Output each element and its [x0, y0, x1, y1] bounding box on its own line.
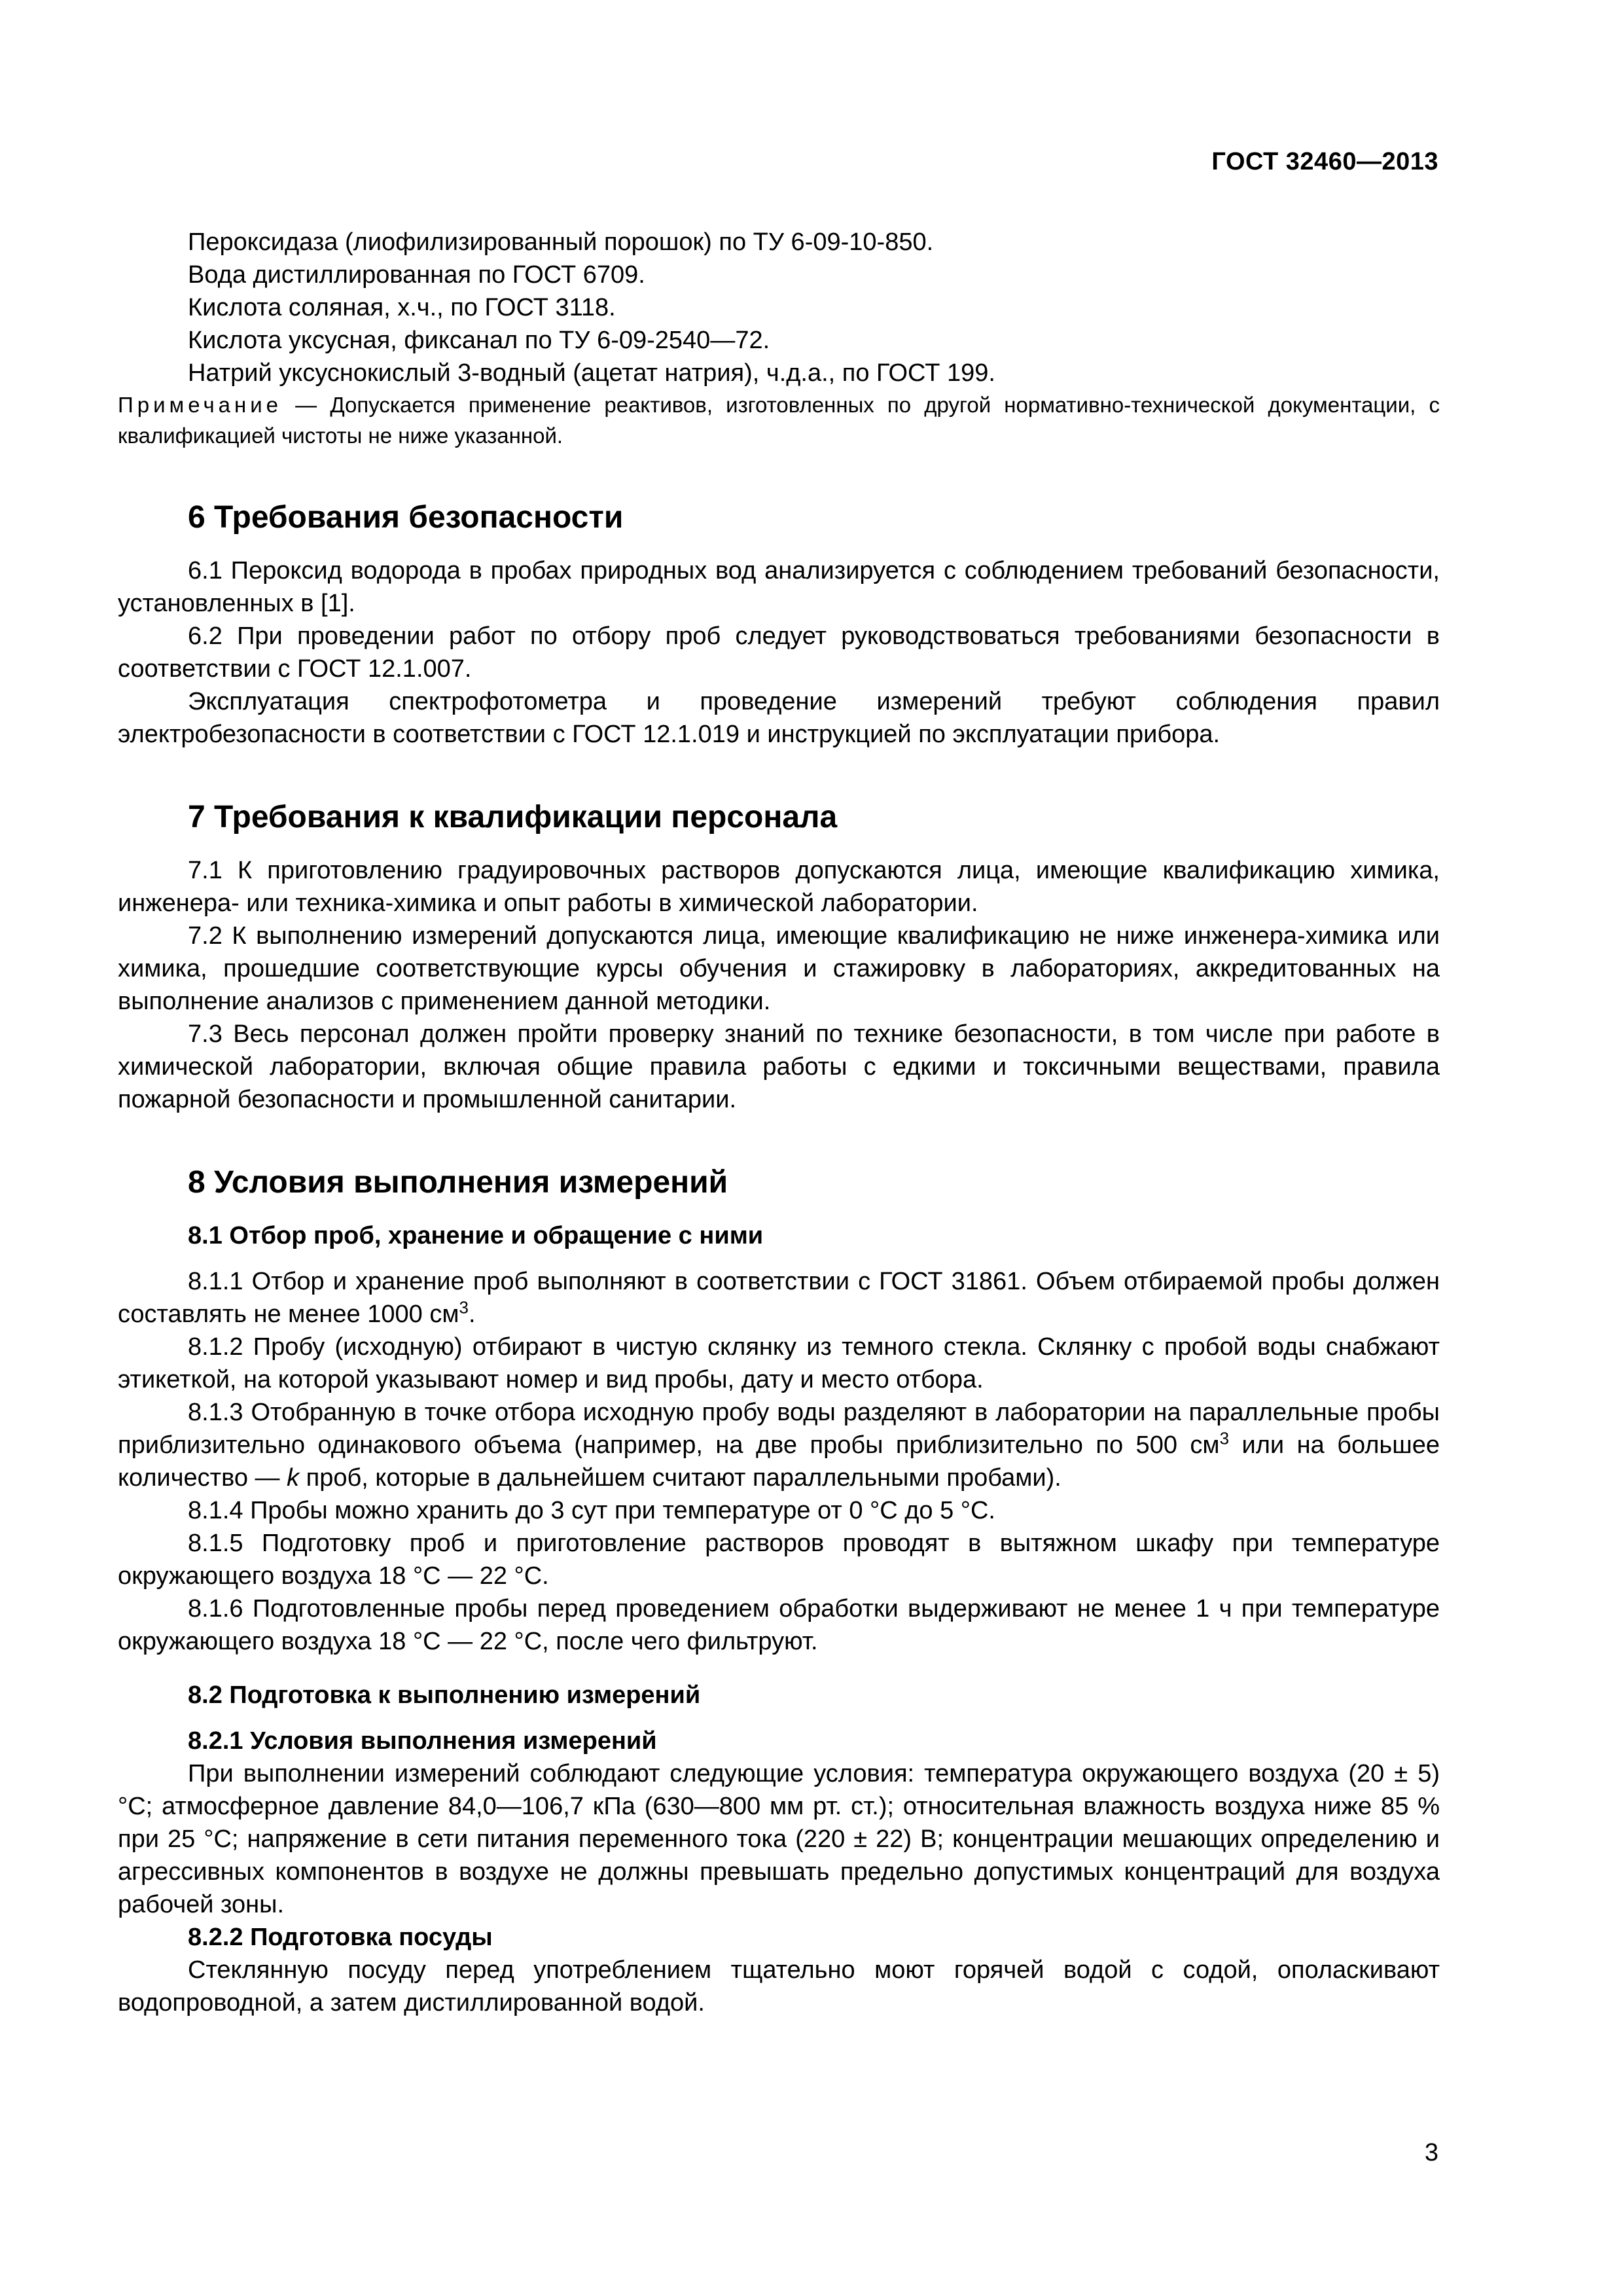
paragraph-8-2-1: При выполнении измерений соблюдают следующие условия: температура окружающего воздуха (20 ± 5) °С; атмосферное давление 84,0—106,7 кПа (630—800 мм рт. ст.); относительная влажность воздуха ниже 85 % при 25 °С; напряжение в сети питания переменного тока (220 ± 22) В; концентрации мешающих определению и агрессивных компонентов в воздухе не должны превышать предельно допустимых концентраций для воздуха рабочей зоны.: [118, 1760, 1440, 1918]
section-7-heading: 7 Требования к квалификации персонала: [188, 800, 838, 834]
list-item: Кислота соляная, х.ч., по ГОСТ 3118.: [188, 294, 616, 321]
page-number: 3: [1424, 2139, 1438, 2166]
list-item: Кислота уксусная, фиксанал по ТУ 6-09-2540—72.: [188, 327, 770, 354]
note-text: — Допускается применение реактивов, изготовленных по другой нормативно-технической документации, с квалификацией чистоты не ниже указанной.: [118, 393, 1440, 448]
paragraph-6-1: 6.1 Пероксид водорода в пробах природных вод анализируется с соблюдением требований безопасности, установленных в [1].: [118, 557, 1440, 617]
paragraph-8-1-1: 8.1.1 Отбор и хранение проб выполняют в соответствии с ГОСТ 31861. Объем отбираемой пробы должен составлять не менее 1000 $см^3$.: [118, 1268, 1440, 1328]
paragraph-8-1-3: 8.1.3 Отобранную в точке отбора исходную пробу воды разделяют в лаборатории на параллельные пробы приблизительно одинакового объема (например, на две пробы приблизительно по 500 $см^3$ или на большее количество — k проб, которые в дальнейшем считают параллельными пробами).: [118, 1399, 1440, 1492]
note-paragraph: [118, 389, 1440, 451]
reagent-list: [118, 226, 1440, 389]
paragraph-8-1-2: 8.1.2 Пробу (исходную) отбирают в чистую склянку из темного стекла. Склянку с пробой воды снабжают этикеткой, на которой указывают номер и вид пробы, дату и место отбора.: [118, 1333, 1440, 1393]
section-6-heading: 6 Требования безопасности: [188, 500, 624, 535]
paragraph-7-2: 7.2 К выполнению измерений допускаются лица, имеющие квалификацию не ниже инженера-химика или химика, прошедшие соответствующие курсы обучения и стажировку в лабораториях, аккредитованных на выполнение анализов с применением данной методики.: [118, 922, 1440, 1015]
subsection-8-2-1-heading: 8.2.1 Условия выполнения измерений: [188, 1727, 657, 1755]
paragraph-8-1-4: 8.1.4 Пробы можно хранить до 3 сут при температуре от 0 °С до 5 °С.: [188, 1497, 995, 1524]
subsection-8-2-2-heading: 8.2.2 Подготовка посуды: [188, 1924, 493, 1951]
document-header: ГОСТ 32460—2013: [1211, 148, 1438, 175]
paragraph-8-2-2: Стеклянную посуду перед употреблением тщательно моют горячей водой с содой, ополаскивают водопроводной, а затем дистиллированной водой.: [118, 1956, 1440, 2017]
list-item: Натрий уксуснокислый 3-водный (ацетат натрия), ч.д.а., по ГОСТ 199.: [188, 359, 995, 387]
page-content: [118, 226, 1440, 2019]
paragraph-8-1-5: 8.1.5 Подготовку проб и приготовление растворов проводят в вытяжном шкафу при температуре окружающего воздуха 18 °С — 22 °С.: [118, 1530, 1440, 1590]
paragraph-6-2: 6.2 При проведении работ по отбору проб следует руководствоваться требованиями безопасности в соответствии с ГОСТ 12.1.007.: [118, 622, 1440, 683]
subsection-8-2-heading: 8.2 Подготовка к выполнению измерений: [188, 1681, 701, 1709]
note-label: Примечание: [118, 393, 283, 417]
section-8-heading: 8 Условия выполнения измерений: [188, 1165, 728, 1200]
list-item: Вода дистиллированная по ГОСТ 6709.: [188, 261, 645, 289]
paragraph-6-3: Эксплуатация спектрофотометра и проведение измерений требуют соблюдения правил электробезопасности в соответствии с ГОСТ 12.1.019 и инструкцией по эксплуатации прибора.: [118, 688, 1440, 748]
list-item: Пероксидаза (лиофилизированный порошок) по ТУ 6-09-10-850.: [188, 228, 934, 256]
paragraph-7-3: 7.3 Весь персонал должен пройти проверку знаний по технике безопасности, в том числе при работе в химической лаборатории, включая общие правила работы с едкими и токсичными веществами, правила пожарной безопасности и промышленной санитарии.: [118, 1020, 1440, 1113]
paragraph-7-1: 7.1 К приготовлению градуировочных растворов допускаются лица, имеющие квалификацию химика, инженера- или техника-химика и опыт работы в химической лаборатории.: [118, 857, 1440, 917]
subsection-8-1-heading: 8.1 Отбор проб, хранение и обращение с ними: [188, 1222, 764, 1249]
paragraph-8-1-6: 8.1.6 Подготовленные пробы перед проведением обработки выдерживают не менее 1 ч при температуре окружающего воздуха 18 °С — 22 °С, после чего фильтруют.: [118, 1595, 1440, 1655]
